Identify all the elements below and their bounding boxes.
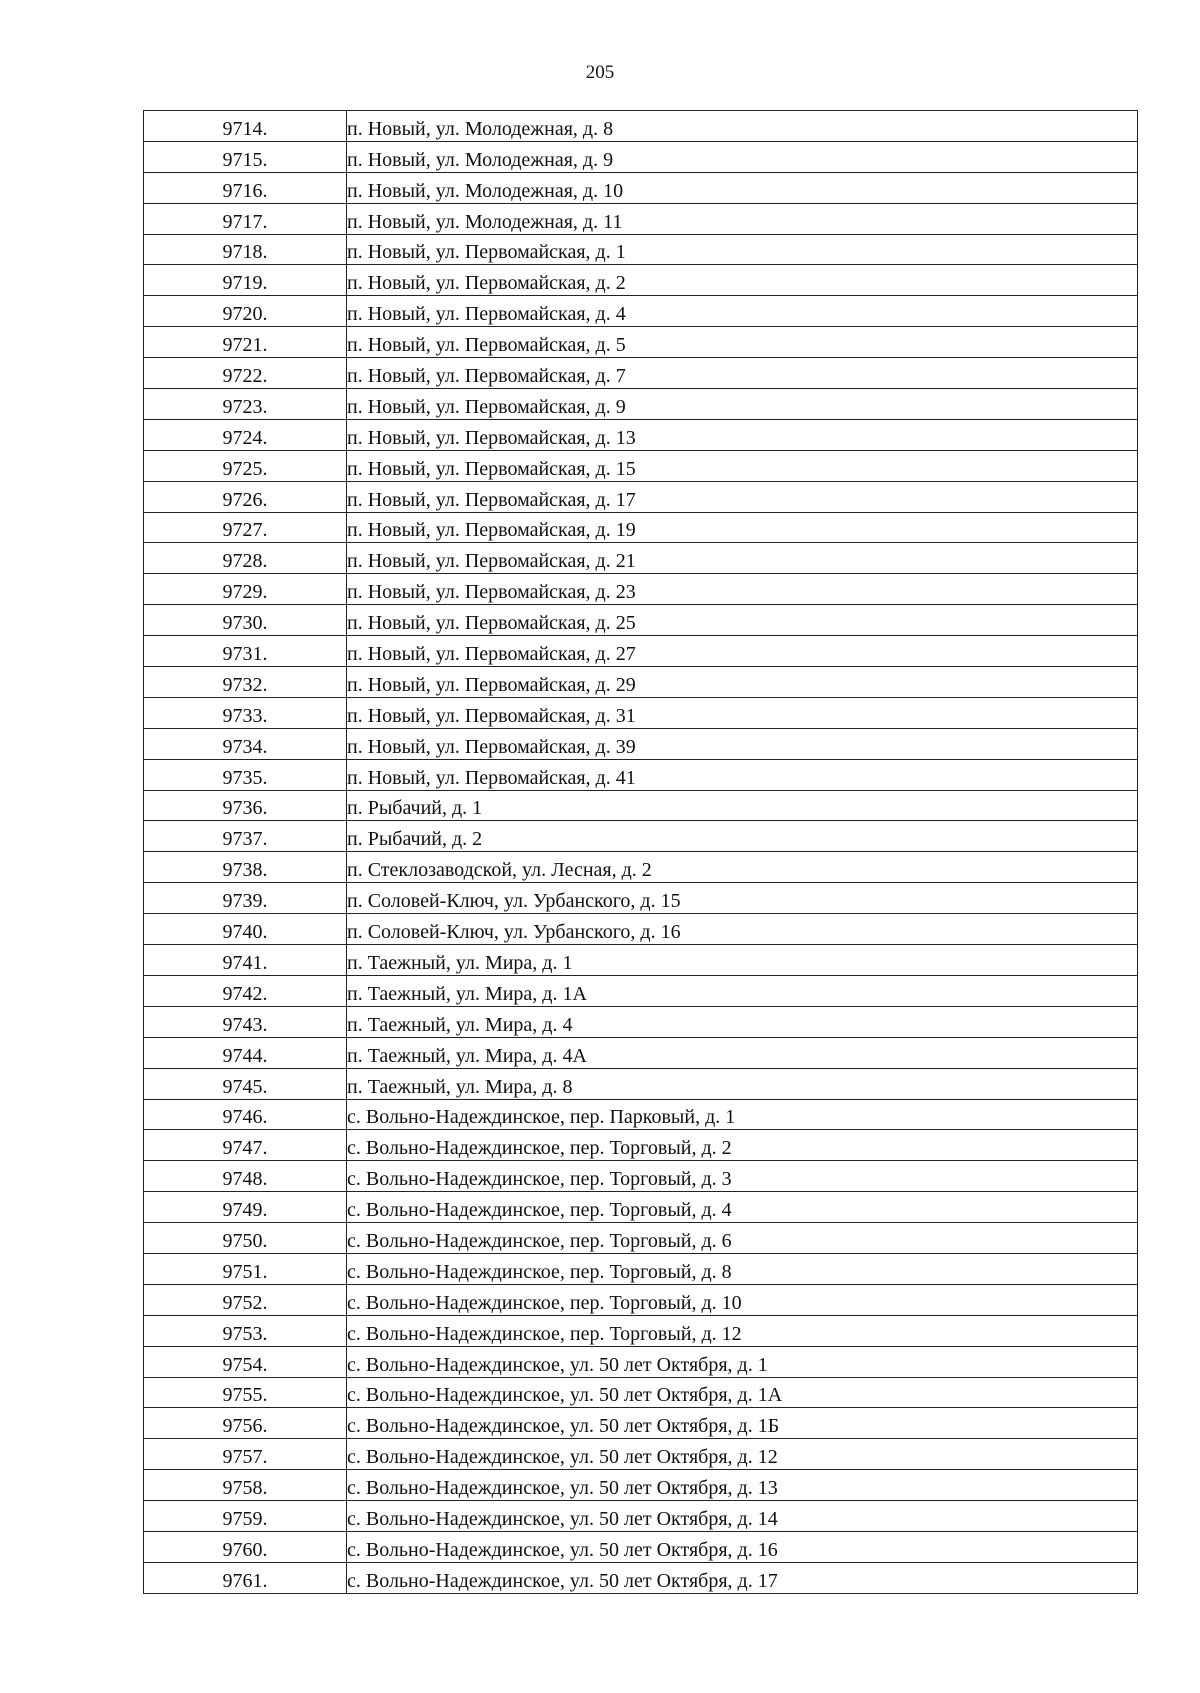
row-number: 9716. xyxy=(222,179,268,202)
address-text: п. Новый, ул. Первомайская, д. 27 xyxy=(347,643,636,666)
table-row xyxy=(144,574,1138,605)
address-cell xyxy=(347,852,1138,883)
table-row xyxy=(144,975,1138,1006)
address-text: п. Новый, ул. Первомайская, д. 5 xyxy=(347,334,626,357)
row-number: 9721. xyxy=(222,334,268,357)
row-number: 9719. xyxy=(222,272,268,295)
table-row xyxy=(144,358,1138,389)
address-cell xyxy=(347,111,1138,142)
table-row xyxy=(144,1037,1138,1068)
row-number-cell xyxy=(144,975,347,1006)
table-row xyxy=(144,1531,1138,1562)
row-number: 9714. xyxy=(222,117,268,140)
row-number-cell xyxy=(144,450,347,481)
address-cell xyxy=(347,234,1138,265)
row-number-cell xyxy=(144,1501,347,1532)
row-number-cell xyxy=(144,172,347,203)
row-number: 9732. xyxy=(222,673,268,696)
address-cell xyxy=(347,1531,1138,1562)
table-row xyxy=(144,111,1138,142)
row-number: 9761. xyxy=(222,1569,268,1592)
row-number: 9728. xyxy=(222,550,268,573)
row-number: 9758. xyxy=(222,1477,268,1500)
address-cell xyxy=(347,1346,1138,1377)
table-row xyxy=(144,419,1138,450)
address-text: с. Вольно-Надеждинское, ул. 50 лет Октября, д. 13 xyxy=(347,1477,778,1500)
row-number: 9718. xyxy=(222,241,268,264)
address-table xyxy=(143,110,1138,1594)
table-row xyxy=(144,1377,1138,1408)
address-cell xyxy=(347,327,1138,358)
address-cell xyxy=(347,1099,1138,1130)
table-row xyxy=(144,1006,1138,1037)
row-number-cell xyxy=(144,111,347,142)
table-row xyxy=(144,1439,1138,1470)
address-text: п. Таежный, ул. Мира, д. 4 xyxy=(347,1013,573,1036)
address-text: п. Новый, ул. Первомайская, д. 13 xyxy=(347,426,636,449)
table-row xyxy=(144,945,1138,976)
address-text: п. Новый, ул. Первомайская, д. 4 xyxy=(347,303,626,326)
table-row xyxy=(144,697,1138,728)
address-cell xyxy=(347,1408,1138,1439)
table-row xyxy=(144,481,1138,512)
address-text: п. Новый, ул. Первомайская, д. 7 xyxy=(347,365,626,388)
row-number-cell xyxy=(144,1284,347,1315)
row-number-cell xyxy=(144,481,347,512)
row-number-cell xyxy=(144,728,347,759)
row-number: 9745. xyxy=(222,1075,268,1098)
row-number: 9760. xyxy=(222,1538,268,1561)
table-row xyxy=(144,728,1138,759)
table-row xyxy=(144,605,1138,636)
row-number: 9738. xyxy=(222,859,268,882)
address-cell xyxy=(347,1377,1138,1408)
row-number-cell xyxy=(144,945,347,976)
row-number: 9751. xyxy=(222,1260,268,1283)
row-number: 9736. xyxy=(222,797,268,820)
table-row xyxy=(144,265,1138,296)
row-number: 9757. xyxy=(222,1446,268,1469)
table-row xyxy=(144,914,1138,945)
address-cell xyxy=(347,358,1138,389)
row-number-cell xyxy=(144,358,347,389)
row-number-cell xyxy=(144,1470,347,1501)
address-cell xyxy=(347,450,1138,481)
row-number: 9753. xyxy=(222,1322,268,1345)
table-row xyxy=(144,1315,1138,1346)
address-cell xyxy=(347,1192,1138,1223)
address-text: с. Вольно-Надеждинское, пер. Торговый, д. 3 xyxy=(347,1168,732,1191)
row-number-cell xyxy=(144,512,347,543)
table-row xyxy=(144,883,1138,914)
table-row xyxy=(144,1253,1138,1284)
address-cell xyxy=(347,1037,1138,1068)
table-row xyxy=(144,203,1138,234)
row-number-cell xyxy=(144,1408,347,1439)
address-cell xyxy=(347,883,1138,914)
page-number: 205 xyxy=(585,62,615,83)
row-number: 9749. xyxy=(222,1199,268,1222)
row-number: 9720. xyxy=(222,303,268,326)
table-row xyxy=(144,1501,1138,1532)
row-number: 9717. xyxy=(222,210,268,233)
table-row xyxy=(144,543,1138,574)
row-number: 9741. xyxy=(222,951,268,974)
row-number: 9746. xyxy=(222,1106,268,1129)
row-number: 9722. xyxy=(222,365,268,388)
address-cell xyxy=(347,389,1138,420)
address-cell xyxy=(347,296,1138,327)
row-number: 9735. xyxy=(222,766,268,789)
address-text: п. Новый, ул. Первомайская, д. 17 xyxy=(347,488,636,511)
address-cell xyxy=(347,697,1138,728)
row-number-cell xyxy=(144,883,347,914)
address-text: с. Вольно-Надеждинское, ул. 50 лет Октября, д. 14 xyxy=(347,1507,778,1530)
row-number: 9726. xyxy=(222,488,268,511)
address-text: п. Новый, ул. Первомайская, д. 25 xyxy=(347,612,636,635)
table-row xyxy=(144,790,1138,821)
row-number-cell xyxy=(144,419,347,450)
table-row xyxy=(144,1068,1138,1099)
table-row xyxy=(144,1408,1138,1439)
row-number: 9737. xyxy=(222,828,268,851)
row-number: 9742. xyxy=(222,982,268,1005)
row-number-cell xyxy=(144,1253,347,1284)
row-number-cell xyxy=(144,1223,347,1254)
row-number-cell xyxy=(144,389,347,420)
row-number-cell xyxy=(144,1531,347,1562)
address-text: п. Соловей-Ключ, ул. Урбанского, д. 15 xyxy=(347,890,681,913)
address-cell xyxy=(347,1315,1138,1346)
row-number-cell xyxy=(144,1377,347,1408)
table-row xyxy=(144,141,1138,172)
table-row xyxy=(144,172,1138,203)
address-text: п. Новый, ул. Первомайская, д. 39 xyxy=(347,735,636,758)
address-text: с. Вольно-Надеждинское, пер. Торговый, д. 12 xyxy=(347,1322,742,1345)
address-text: п. Новый, ул. Молодежная, д. 8 xyxy=(347,117,614,140)
table-row xyxy=(144,450,1138,481)
address-text: с. Вольно-Надеждинское, пер. Торговый, д. 2 xyxy=(347,1137,732,1160)
address-text: с. Вольно-Надеждинское, ул. 50 лет Октября, д. 16 xyxy=(347,1538,778,1561)
address-cell xyxy=(347,203,1138,234)
row-number-cell xyxy=(144,697,347,728)
address-cell xyxy=(347,914,1138,945)
address-cell xyxy=(347,1439,1138,1470)
address-cell xyxy=(347,636,1138,667)
row-number: 9755. xyxy=(222,1384,268,1407)
address-text: п. Новый, ул. Первомайская, д. 19 xyxy=(347,519,636,542)
address-text: п. Новый, ул. Первомайская, д. 1 xyxy=(347,241,626,264)
address-text: п. Новый, ул. Молодежная, д. 11 xyxy=(347,210,623,233)
address-text: п. Рыбачий, д. 2 xyxy=(347,828,483,851)
table-row xyxy=(144,852,1138,883)
address-text: п. Рыбачий, д. 1 xyxy=(347,797,483,820)
row-number-cell xyxy=(144,1037,347,1068)
address-text: п. Таежный, ул. Мира, д. 1А xyxy=(347,982,587,1005)
row-number: 9715. xyxy=(222,148,268,171)
address-cell xyxy=(347,481,1138,512)
row-number: 9752. xyxy=(222,1291,268,1314)
table-row xyxy=(144,1099,1138,1130)
address-text: п. Таежный, ул. Мира, д. 4А xyxy=(347,1044,587,1067)
address-cell xyxy=(347,790,1138,821)
address-cell xyxy=(347,574,1138,605)
address-text: п. Новый, ул. Первомайская, д. 9 xyxy=(347,395,626,418)
address-cell xyxy=(347,945,1138,976)
table-row xyxy=(144,1192,1138,1223)
table-row xyxy=(144,1562,1138,1593)
table-row xyxy=(144,759,1138,790)
address-cell xyxy=(347,1562,1138,1593)
address-text: п. Новый, ул. Первомайская, д. 31 xyxy=(347,704,636,727)
row-number-cell xyxy=(144,574,347,605)
row-number: 9727. xyxy=(222,519,268,542)
address-text: с. Вольно-Надеждинское, ул. 50 лет Октября, д. 1А xyxy=(347,1384,783,1407)
table-row xyxy=(144,327,1138,358)
address-text: п. Новый, ул. Первомайская, д. 21 xyxy=(347,550,636,573)
row-number-cell xyxy=(144,1130,347,1161)
table-row xyxy=(144,512,1138,543)
row-number: 9750. xyxy=(222,1229,268,1252)
row-number: 9734. xyxy=(222,735,268,758)
row-number-cell xyxy=(144,1346,347,1377)
row-number: 9740. xyxy=(222,921,268,944)
row-number-cell xyxy=(144,265,347,296)
address-text: п. Соловей-Ключ, ул. Урбанского, д. 16 xyxy=(347,921,681,944)
address-text: п. Новый, ул. Первомайская, д. 23 xyxy=(347,581,636,604)
address-text: с. Вольно-Надеждинское, пер. Торговый, д. 4 xyxy=(347,1199,732,1222)
address-cell xyxy=(347,821,1138,852)
row-number-cell xyxy=(144,605,347,636)
address-text: п. Новый, ул. Первомайская, д. 41 xyxy=(347,766,636,789)
address-cell xyxy=(347,728,1138,759)
address-cell xyxy=(347,543,1138,574)
table-row xyxy=(144,1223,1138,1254)
row-number-cell xyxy=(144,296,347,327)
address-cell xyxy=(347,1501,1138,1532)
row-number-cell xyxy=(144,1006,347,1037)
row-number: 9725. xyxy=(222,457,268,480)
row-number-cell xyxy=(144,141,347,172)
row-number-cell xyxy=(144,636,347,667)
row-number-cell xyxy=(144,852,347,883)
row-number: 9724. xyxy=(222,426,268,449)
address-text: с. Вольно-Надеждинское, пер. Торговый, д. 6 xyxy=(347,1229,732,1252)
address-cell xyxy=(347,419,1138,450)
row-number-cell xyxy=(144,1099,347,1130)
address-cell xyxy=(347,975,1138,1006)
row-number-cell xyxy=(144,1192,347,1223)
row-number: 9748. xyxy=(222,1168,268,1191)
row-number: 9744. xyxy=(222,1044,268,1067)
address-cell xyxy=(347,1068,1138,1099)
table-row xyxy=(144,1161,1138,1192)
row-number: 9729. xyxy=(222,581,268,604)
row-number-cell xyxy=(144,327,347,358)
row-number-cell xyxy=(144,914,347,945)
address-text: п. Новый, ул. Первомайская, д. 29 xyxy=(347,673,636,696)
address-text: п. Новый, ул. Первомайская, д. 2 xyxy=(347,272,626,295)
table-row xyxy=(144,296,1138,327)
row-number-cell xyxy=(144,1562,347,1593)
address-cell xyxy=(347,1253,1138,1284)
table-row xyxy=(144,1130,1138,1161)
address-text: п. Таежный, ул. Мира, д. 1 xyxy=(347,951,573,974)
row-number: 9731. xyxy=(222,643,268,666)
table-row xyxy=(144,234,1138,265)
row-number-cell xyxy=(144,1161,347,1192)
table-row xyxy=(144,821,1138,852)
row-number-cell xyxy=(144,1068,347,1099)
address-cell xyxy=(347,1006,1138,1037)
address-cell xyxy=(347,141,1138,172)
row-number-cell xyxy=(144,759,347,790)
table-row xyxy=(144,636,1138,667)
address-cell xyxy=(347,512,1138,543)
address-cell xyxy=(347,667,1138,698)
address-table-body xyxy=(144,111,1138,1594)
row-number: 9747. xyxy=(222,1137,268,1160)
address-cell xyxy=(347,1284,1138,1315)
address-text: с. Вольно-Надеждинское, ул. 50 лет Октября, д. 1Б xyxy=(347,1415,780,1438)
address-text: п. Стеклозаводской, ул. Лесная, д. 2 xyxy=(347,859,652,882)
address-text: с. Вольно-Надеждинское, пер. Торговый, д. 8 xyxy=(347,1260,732,1283)
row-number-cell xyxy=(144,1439,347,1470)
row-number-cell xyxy=(144,543,347,574)
address-text: с. Вольно-Надеждинское, ул. 50 лет Октября, д. 1 xyxy=(347,1353,768,1376)
row-number: 9733. xyxy=(222,704,268,727)
address-text: п. Новый, ул. Первомайская, д. 15 xyxy=(347,457,636,480)
address-text: с. Вольно-Надеждинское, пер. Торговый, д. 10 xyxy=(347,1291,742,1314)
address-cell xyxy=(347,605,1138,636)
table-row xyxy=(144,389,1138,420)
row-number: 9723. xyxy=(222,395,268,418)
row-number-cell xyxy=(144,821,347,852)
address-cell xyxy=(347,1130,1138,1161)
row-number: 9739. xyxy=(222,890,268,913)
address-cell xyxy=(347,759,1138,790)
address-text: п. Новый, ул. Молодежная, д. 9 xyxy=(347,148,614,171)
table-row xyxy=(144,1470,1138,1501)
table-row xyxy=(144,1284,1138,1315)
row-number-cell xyxy=(144,234,347,265)
row-number-cell xyxy=(144,790,347,821)
address-text: п. Таежный, ул. Мира, д. 8 xyxy=(347,1075,573,1098)
table-row xyxy=(144,667,1138,698)
row-number: 9754. xyxy=(222,1353,268,1376)
address-cell xyxy=(347,172,1138,203)
row-number: 9743. xyxy=(222,1013,268,1036)
address-cell xyxy=(347,1470,1138,1501)
address-text: п. Новый, ул. Молодежная, д. 10 xyxy=(347,179,624,202)
address-cell xyxy=(347,1161,1138,1192)
row-number-cell xyxy=(144,667,347,698)
row-number: 9759. xyxy=(222,1507,268,1530)
address-cell xyxy=(347,265,1138,296)
row-number-cell xyxy=(144,1315,347,1346)
address-cell xyxy=(347,1223,1138,1254)
table-row xyxy=(144,1346,1138,1377)
row-number: 9756. xyxy=(222,1415,268,1438)
address-text: с. Вольно-Надеждинское, ул. 50 лет Октября, д. 17 xyxy=(347,1569,778,1592)
address-text: с. Вольно-Надеждинское, ул. 50 лет Октября, д. 12 xyxy=(347,1446,778,1469)
row-number: 9730. xyxy=(222,612,268,635)
row-number-cell xyxy=(144,203,347,234)
address-text: с. Вольно-Надеждинское, пер. Парковый, д. 1 xyxy=(347,1106,736,1129)
